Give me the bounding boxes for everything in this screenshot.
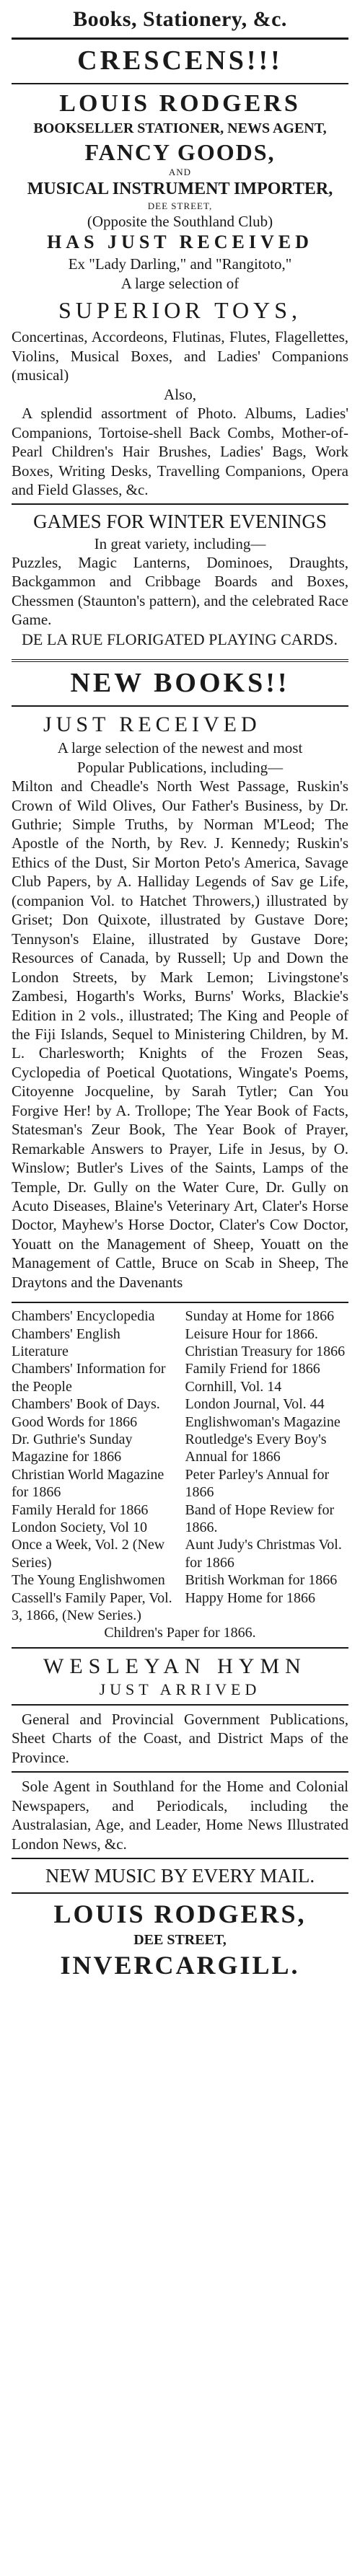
playing-cards: DE LA RUE FLORIGATED PLAYING CARDS. xyxy=(22,630,338,648)
list-item: Chambers' English Literature xyxy=(12,1326,120,1360)
list-item: Happy Home for 1866 xyxy=(185,1589,316,1606)
divider xyxy=(12,1647,348,1649)
list-item: British Workman for 1866 xyxy=(185,1572,338,1589)
street-label: DEE STREET, xyxy=(147,200,213,211)
list-item: Family Herald for 1866 xyxy=(12,1501,149,1518)
footer-merchant-name: LOUIS RODGERS, xyxy=(53,1900,307,1929)
list-item: Chambers' Book of Days. xyxy=(12,1396,160,1413)
divider xyxy=(12,38,348,40)
maps-notice: General and Provincial Government Publications, Sheet Charts of the Coast, and District Maps of the Province. xyxy=(12,1711,348,1766)
periodicals-left-column xyxy=(12,1307,175,1624)
list-item: Christian World Magazine for 1866 xyxy=(12,1466,164,1501)
list-item: Aunt Judy's Christmas Vol. for 1866 xyxy=(185,1537,342,1571)
list-item: Christian Treasury for 1866 xyxy=(185,1344,346,1360)
divider xyxy=(12,83,348,84)
section-header: Books, Stationery, &c. xyxy=(73,7,287,31)
assortment-list: A splendid assortment of Photo. Albums, Ladies' Companions, Tortoise-shell Back Combs, Mother-of-Pearl Children's Hair Brushes, Ladies' Bags, Work Boxes, Writing Desks, Travelling Companions, Opera and Field Glasses, &c. xyxy=(12,405,348,499)
divider xyxy=(12,659,348,662)
sole-agent-notice: Sole Agent in Southland for the Home and Colonial Newspapers, and Periodicals, including the Australasian, Age, and Leader, Home News Illustrated London News, &c. xyxy=(12,1778,348,1853)
divider xyxy=(12,1892,348,1894)
selection-label: A large selection of xyxy=(120,274,240,292)
just-arrived: JUST ARRIVED xyxy=(99,1680,261,1699)
list-item: Good Words for 1866 xyxy=(12,1413,138,1430)
divider xyxy=(12,503,348,505)
has-just-received: HAS JUST RECEIVED xyxy=(47,231,313,253)
games-list: Puzzles, Magic Lanterns, Dominoes, Draughts, Backgammon and Cribbage Boards and Boxes, Chessmen (Staunton's pattern), and the celebrated Race Game. xyxy=(12,553,348,629)
list-item: Chambers' Encyclopedia xyxy=(12,1308,155,1325)
divider xyxy=(12,705,348,707)
periodicals-table xyxy=(12,1307,348,1624)
ship-names: Ex "Lady Darling," and "Rangitoto," xyxy=(68,255,292,273)
list-item: Sunday at Home for 1866 xyxy=(185,1308,335,1325)
divider xyxy=(12,1771,348,1773)
fancy-goods: FANCY GOODS, xyxy=(84,138,276,165)
superior-toys: SUPERIOR TOYS, xyxy=(58,297,302,324)
wesleyan-heading: WESLEYAN HYMN xyxy=(43,1654,307,1678)
books-intro: A large selection of the newest and most xyxy=(57,739,303,757)
list-item: Once a Week, Vol. 2 (New Series) xyxy=(12,1537,165,1571)
merchant-trade: BOOKSELLER STATIONER, NEWS AGENT, xyxy=(33,120,327,136)
list-item: London Journal, Vol. 44 xyxy=(185,1396,325,1413)
list-item: Cassell's Family Paper, Vol. 3, 1866, (New Series.) xyxy=(12,1589,172,1623)
list-item: London Society, Vol 10 xyxy=(12,1519,147,1535)
periodicals-right-column xyxy=(185,1307,348,1624)
list-item: Peter Parley's Annual for 1866 xyxy=(185,1466,330,1501)
list-item: Chambers' Information for the People xyxy=(12,1361,166,1395)
games-heading: GAMES FOR WINTER EVENINGS xyxy=(33,511,327,533)
new-books-heading: NEW BOOKS!! xyxy=(70,668,290,699)
musical-importer: MUSICAL INSTRUMENT IMPORTER, xyxy=(27,180,333,199)
list-item: Dr. Guthrie's Sunday Magazine for 1866 xyxy=(12,1432,133,1465)
divider xyxy=(12,1704,348,1706)
list-item: Routledge's Every Boy's Annual for 1866 xyxy=(185,1432,327,1465)
list-item: Band of Hope Review for 1866. xyxy=(185,1501,335,1535)
list-item: The Young Englishwomen xyxy=(12,1572,165,1589)
books-popular: Popular Publications, including— xyxy=(76,758,284,776)
divider xyxy=(12,1302,348,1303)
list-item: Cornhill, Vol. 14 xyxy=(185,1378,282,1395)
list-item: Leisure Hour for 1866. xyxy=(185,1326,318,1342)
merchant-name: LOUIS RODGERS xyxy=(59,89,301,117)
new-music-heading: NEW MUSIC BY EVERY MAIL. xyxy=(45,1865,315,1887)
list-item: Englishwoman's Magazine xyxy=(185,1413,341,1430)
footer-town: INVERCARGILL. xyxy=(60,1950,300,1980)
also-label: Also, xyxy=(164,385,196,403)
opposite-note: (Opposite the Southland Club) xyxy=(87,212,273,230)
and-label: AND xyxy=(168,167,192,177)
instruments-list: Concertinas, Accordeons, Flutinas, Flutes, Flagellettes, Violins, Musical Boxes, and Ladies' Companions (musical) xyxy=(12,328,348,384)
footer-street: DEE STREET, xyxy=(133,1931,227,1948)
just-received-heading: JUST RECEIVED xyxy=(43,713,261,737)
games-variety: In great variety, including— xyxy=(94,534,266,552)
divider xyxy=(12,1858,348,1859)
childrens-paper: Children's Paper for 1866. xyxy=(104,1625,256,1641)
list-item: Family Friend for 1866 xyxy=(185,1361,320,1377)
crescens-heading: CRESCENS!!! xyxy=(77,45,283,76)
books-list: Milton and Cheadle's North West Passage, Ruskin's Crown of Wild Olives, Our Father's Business, by Dr. Guthrie; Simple Truths, by Norman M'Leod; The Apostle of the North, by Rev. J. Kennedy; Ruskin's Ethics of the Dust, Sir Morton Peto's America, Savage Club Papers, by A. Halliday Legends of Sav ge Life, (companion Vol. to Hatchet Throwers,) illustrated by Griset; Don Quixote, illustrated by Gustave Dore; Tennyson's Elaine, illustrated by Gustave Dore; Resources of Canada, by Russell; Up and Down the London Streets, by Mark Lemon; Livingstone's Zambesi, Hogarth's Works, Burns' Works, Blackie's Edition in 2 vols., illustrated; The King and People of the Fiji Islands, Sequel to Ministering Children, by M. L. Charlesworth; Knights of the Frozen Seas, Cyclopedia of Poetical Quotations, Wingate's Poems, Citoyenne Jocqueline, by Sarah Tytler; Can You Forgive Her! by A. Trollope; The Year Book of Facts, Statesman's Zeur Book, The Year Book of Prayer, Remarkable Answers to Prayer, Life in Jesus, by O. Winslow; Butler's Lives of the Saints, Lamps of the Temple, Dr. Gully on the Water Cure, Dr. Gully on Acuto Diseases, Blaine's Veterinary Art, Clater's Horse Doctor, Mayhew's Horse Doctor, Clater's Cow Doctor, Youatt on the Management of Sheep, Youatt on the Management of Cattle, Bruce on Scab in Sheep, The Draytons and the Davenants xyxy=(12,777,348,1291)
